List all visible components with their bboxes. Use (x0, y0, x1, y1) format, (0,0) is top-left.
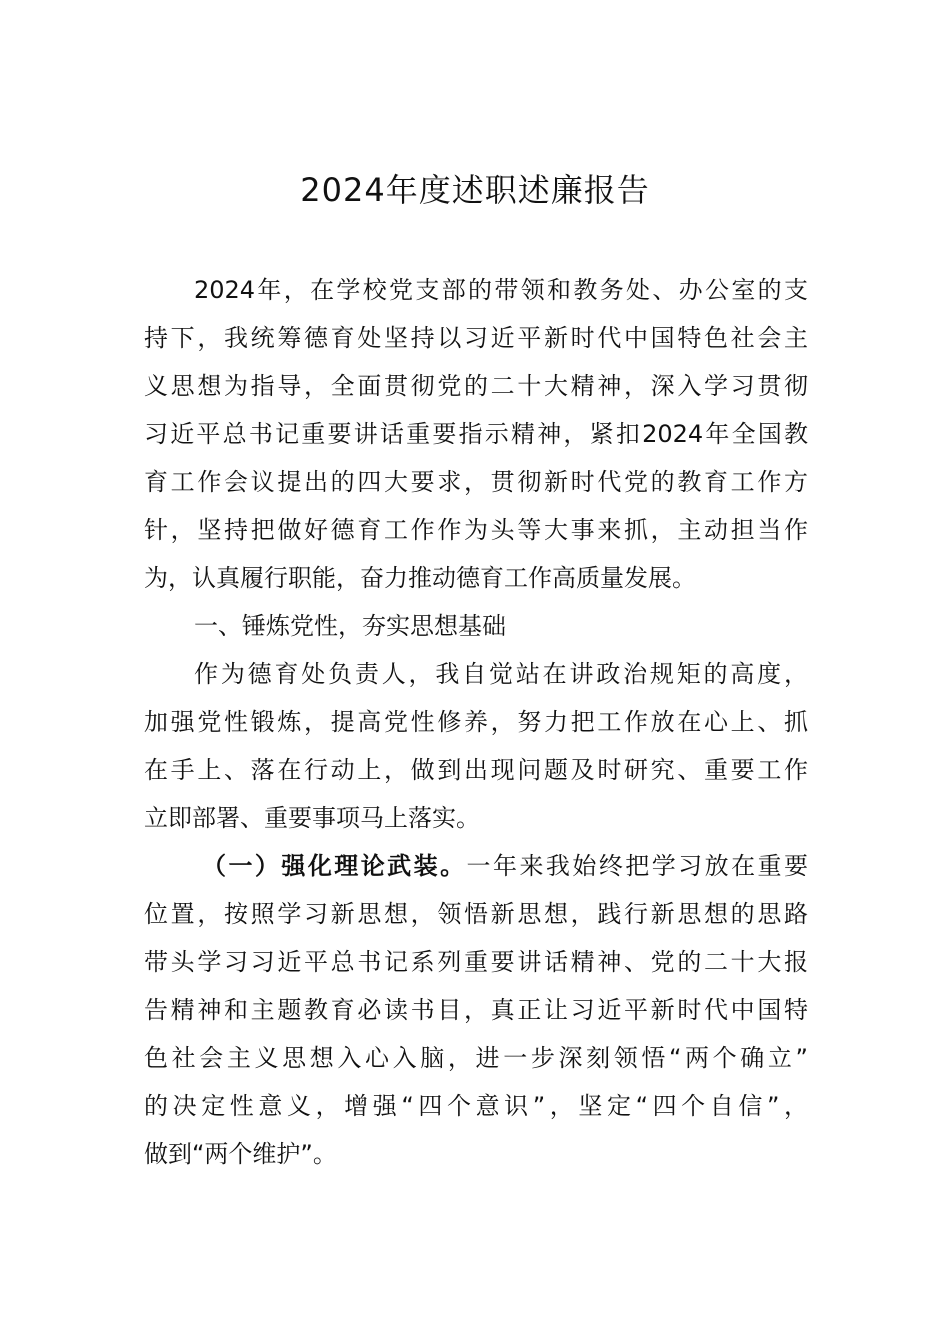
intro-line: 为，认真履行职能，奋力推动德育工作高质量发展。 (144, 564, 696, 592)
intro-line: 持下，我统筹德育处坚持以习近平新时代中国特色社会主 (144, 324, 808, 352)
subsection-first-line (144, 842, 808, 890)
intro-line: 2024年，在学校党支部的带领和教务处、办公室的支 (194, 276, 808, 304)
section-line: 加强党性锻炼，提高党性修养，努力把工作放在心上、抓 (144, 708, 808, 736)
subsection-line: 做到“两个维护”。 (144, 1140, 337, 1168)
section-line: 立即部署、重要事项马上落实。 (144, 804, 480, 832)
section-line: 在手上、落在行动上，做到出现问题及时研究、重要工作 (144, 756, 808, 784)
section-heading: 一、锤炼党性，夯实思想基础 (194, 612, 506, 640)
document-body (144, 266, 808, 1178)
document-title: 2024年度述职述廉报告 (300, 171, 650, 209)
section-line: 作为德育处负责人，我自觉站在讲政治规矩的高度， (194, 660, 808, 688)
subsection-line: 告精神和主题教育必读书目，真正让习近平新时代中国特 (144, 996, 808, 1024)
subsection-line: 位置，按照学习新思想，领悟新思想，践行新思想的思路 (144, 900, 808, 928)
subsection-label: （一）强化理论武装。 (202, 852, 467, 880)
intro-line: 育工作会议提出的四大要求，贯彻新时代党的教育工作方 (144, 468, 808, 496)
intro-line: 习近平总书记重要讲话重要指示精神，紧扣2024年全国教 (144, 420, 808, 448)
intro-line: 针，坚持把做好德育工作作为头等大事来抓，主动担当作 (144, 516, 808, 544)
subsection-line: 带头学习习近平总书记系列重要讲话精神、党的二十大报 (144, 948, 808, 976)
subsection-line: 的决定性意义，增强“四个意识”，坚定“四个自信”， (144, 1092, 808, 1120)
subsection-line: 色社会主义思想入心入脑，进一步深刻领悟“两个确立” (144, 1044, 808, 1072)
subsection-text: 一年来我始终把学习放在重要 (466, 852, 808, 880)
intro-line: 义思想为指导，全面贯彻党的二十大精神，深入学习贯彻 (144, 372, 808, 400)
